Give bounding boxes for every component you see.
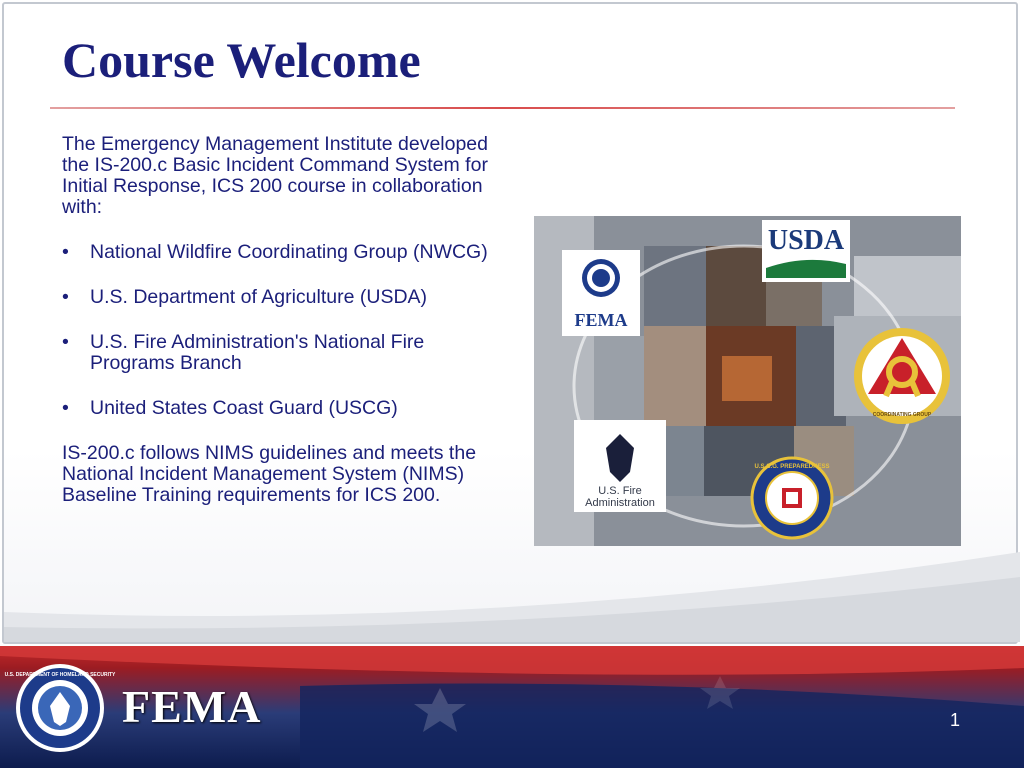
- usfa-logo-line2: Administration: [585, 497, 655, 509]
- closing-paragraph: IS-200.c follows NIMS guidelines and meets the National Incident Management System (NIMS) Baseline Training requirements for ICS 200.: [62, 442, 477, 506]
- page-number: 1: [950, 710, 961, 730]
- nwcg-seal-text: COORDINATING GROUP: [872, 412, 932, 418]
- slide-body: [62, 134, 502, 506]
- list-item: • National Wildfire Coordinating Group (NWCG): [62, 242, 502, 263]
- dhs-seal-icon: [4, 662, 116, 754]
- usfa-logo-line1: U.S. Fire: [598, 485, 642, 497]
- nwcg-seal-icon: [854, 328, 950, 424]
- partner-list: [62, 242, 502, 419]
- page-title: Course Welcome: [62, 32, 421, 88]
- usda-logo-text: USDA: [767, 225, 845, 256]
- fema-logo: FEMA: [122, 681, 262, 732]
- list-item: • United States Coast Guard (USCG): [62, 398, 502, 419]
- uscg-seal-icon: [752, 458, 832, 538]
- intro-paragraph: The Emergency Management Institute developed the IS-200.c Basic Incident Command System for Initial Response, ICS 200 course in collaboration with:: [62, 133, 489, 218]
- seal-text: U.S. DEPARTMENT OF HOMELAND SECURITY: [4, 672, 116, 678]
- background-swoosh: [4, 552, 1020, 642]
- list-item: • U.S. Department of Agriculture (USDA): [62, 287, 502, 308]
- title-divider: [50, 107, 955, 109]
- list-item: • U.S. Fire Administration's National Fire Programs Branch: [62, 332, 502, 374]
- uscg-seal-text: U.S.C.G. PREPAREDNESS: [754, 464, 830, 470]
- partner-logo-collage: [534, 216, 961, 546]
- fema-logo-text: FEMA: [574, 310, 628, 330]
